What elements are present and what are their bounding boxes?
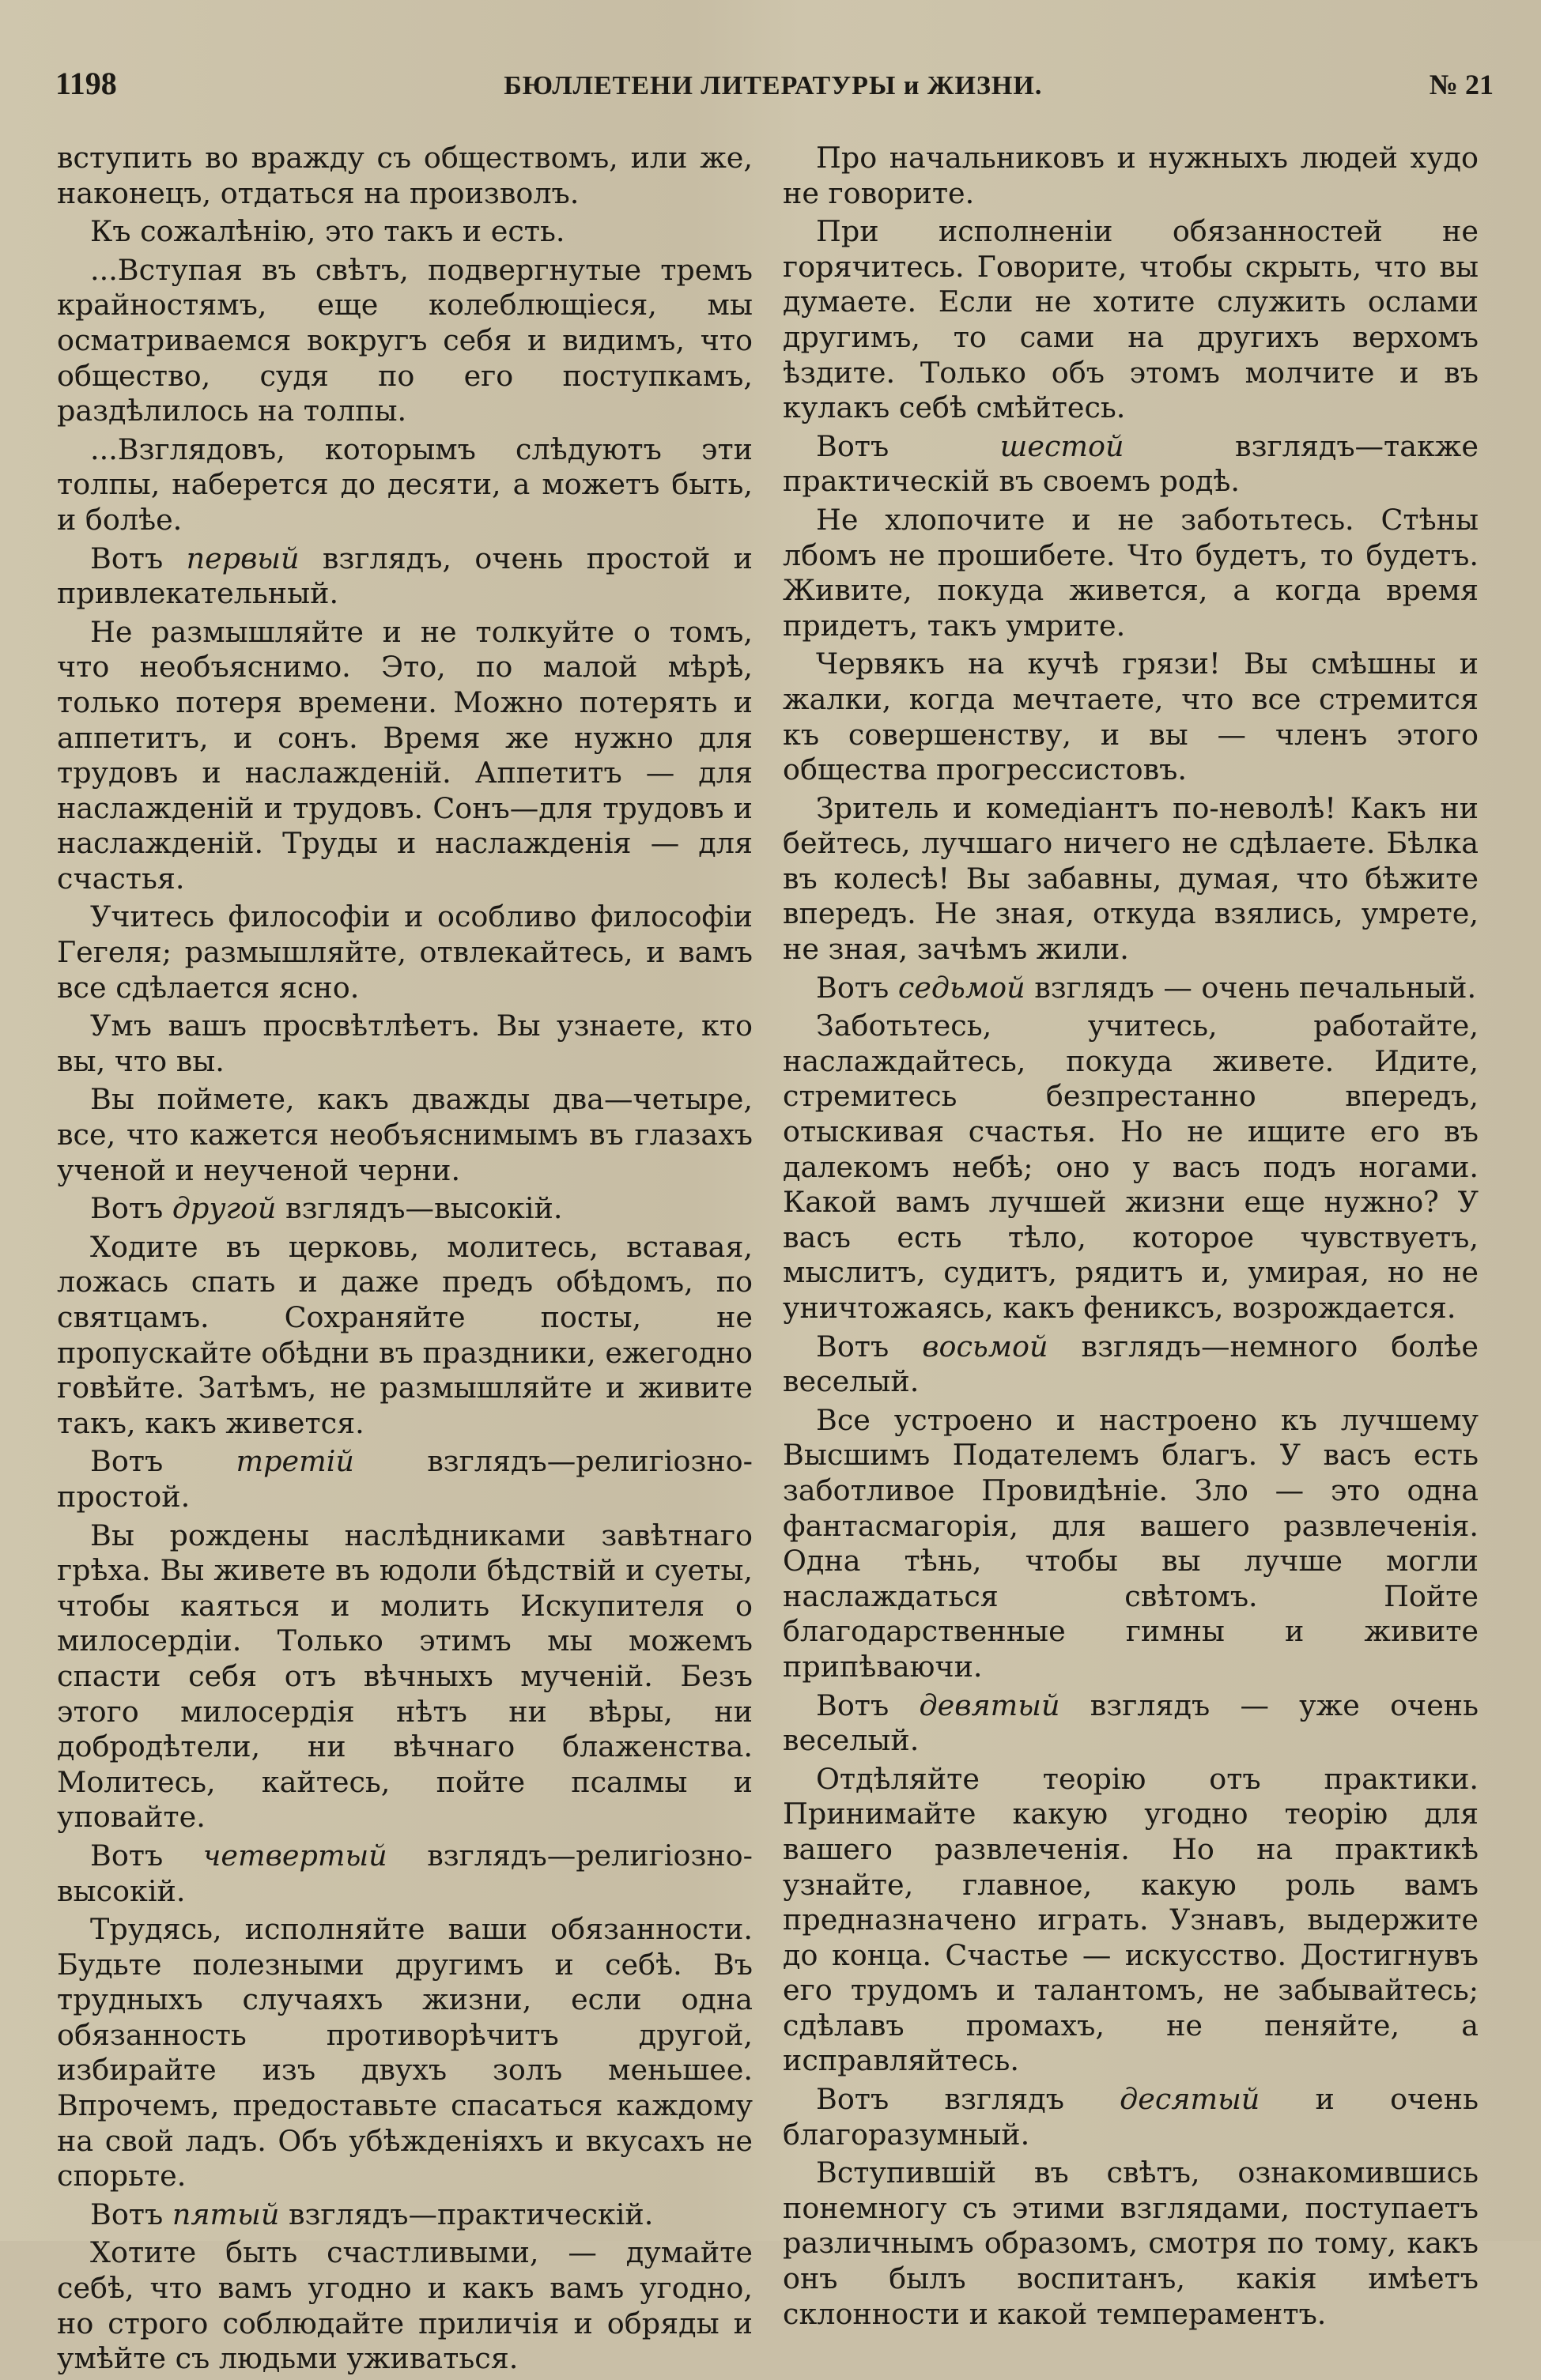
paragraph xyxy=(783,1330,1479,1400)
paragraph: Все устроено и настроено къ лучшему Высшимъ Подателемъ благъ. У васъ есть заботливое Провидѣніе. Зло — это одна фантасмагорія, для вашего развлеченія. Одна тѣнь, чтобы вы лучше могли наслаждаться свѣтомъ. Пойте благодарственные гимны и живите припѣваючи. xyxy=(783,1402,1479,1684)
paragraph-rest: и очень благоразумный. xyxy=(783,2082,1479,2152)
paragraph xyxy=(783,429,1479,500)
paragraph: Умъ вашъ просвѣтлѣетъ. Вы узнаете, кто вы, что вы. xyxy=(57,1009,753,1078)
paragraph: Къ сожалѣнію, это такъ и есть. xyxy=(90,214,565,249)
paragraph-lead: Вотъ xyxy=(90,1444,236,1479)
left-column xyxy=(57,141,753,2380)
paragraph-lead: Вотъ xyxy=(90,541,187,575)
paragraph-rest: взглядъ—практическій. xyxy=(279,2197,654,2231)
paragraph xyxy=(783,1688,1479,1759)
paragraph: Не хлопочите и не заботьтесь. Стѣны лбомъ не прошибете. Что будетъ, то будетъ. Живите, покуда живется, а когда время придетъ, такъ умрите. xyxy=(783,502,1479,643)
running-header xyxy=(55,65,1494,112)
paragraph-lead: Вотъ xyxy=(90,1191,172,1226)
ordinal-emphasis: десятый xyxy=(1120,2082,1260,2117)
paragraph-rest: взглядъ—немного болѣе веселый. xyxy=(783,1329,1479,1399)
ordinal-emphasis: другой xyxy=(172,1191,277,1226)
paragraph: Вступившій въ свѣтъ, ознакомившись понемногу съ этими взглядами, поступаетъ различнымъ образомъ, смотря по тому, какъ онъ былъ воспитанъ, какія имѣетъ склонности и какой темпераментъ. xyxy=(783,2156,1479,2331)
paragraph xyxy=(57,541,753,612)
paragraph-lead: Вотъ xyxy=(816,1688,920,1722)
page-number: 1198 xyxy=(55,66,117,101)
paragraph: Не размышляйте и не толкуйте о томъ, что необъяснимо. Это, по малой мѣрѣ, только потеря времени. Можно потерять и аппетитъ, и сонъ. Время же нужно для трудовъ и наслажденій. Аппетитъ — для наслажденій и трудовъ. Сонъ—для трудовъ и наслажденій. Труды и наслажденія — для счастья. xyxy=(57,614,753,896)
paragraph xyxy=(57,1444,753,1514)
paragraph-lead: Вотъ xyxy=(816,970,898,1005)
paragraph-lead: Вотъ xyxy=(816,1329,923,1364)
paragraph: Хотите быть счастливыми, — думайте себѣ, что вамъ угодно и какъ вамъ угодно, но строго соблюдайте приличія и обряды и умѣйте съ людьми уживаться. xyxy=(57,2235,753,2376)
ordinal-emphasis: девятый xyxy=(919,1688,1060,1722)
paragraph-lead: Вотъ xyxy=(90,1838,203,1873)
paragraph: ...Взглядовъ, которымъ слѣдуютъ эти толпы, наберется до десяти, а можетъ быть, и болѣе. xyxy=(57,432,753,537)
paragraph xyxy=(57,1191,753,1227)
ordinal-emphasis: четвертый xyxy=(202,1838,387,1873)
ordinal-emphasis: первый xyxy=(186,541,300,575)
journal-title: БЮЛЛЕТЕНИ ЛИТЕРАТУРЫ и ЖИЗНИ. xyxy=(504,71,1043,100)
paragraph: Заботьтесь, учитесь, работайте, наслаждайтесь, покуда живете. Идите, стремитесь безпрестанно впередъ, отыскивая счастья. Но не ищите его въ далекомъ небѣ; оно у васъ подъ ногами. Какой вамъ лучшей жизни еще нужно? У васъ есть тѣло, которое чувствуетъ, мыслитъ, судитъ, рядитъ и, умирая, но не уничтожаясь, какъ фениксъ, возрождается. xyxy=(783,1009,1479,1325)
paragraph xyxy=(57,2197,753,2233)
paragraph: вступить во вражду съ обществомъ, или же, наконецъ, отдаться на произволъ. xyxy=(57,141,753,210)
paragraph: Вы рождены наслѣдниками завѣтнаго грѣха. Вы живете въ юдоли бѣдствій и суеты, чтобы каяться и молить Искупителя о милосердіи. Только этимъ мы можемъ спасти себя отъ вѣчныхъ мученій. Безъ этого милосердія нѣтъ ни вѣры, ни добродѣтели, ни вѣчнаго блаженства. Молитесь, кайтесь, пойте псалмы и уповайте. xyxy=(57,1518,753,1835)
paragraph: Трудясь, исполняйте ваши обязанности. Будьте полезными другимъ и себѣ. Въ трудныхъ случаяхъ жизни, если одна обязанность противорѣчитъ другой, избирайте изъ двухъ золъ меньшее. Впрочемъ, предоставьте спасаться каждому на свой ладъ. Объ убѣжденіяхъ и вкусахъ не спорьте. xyxy=(57,1912,753,2193)
paragraph-rest: взглядъ—религіозно-простой. xyxy=(57,1444,753,1514)
paragraph: Зритель и комедіантъ по-неволѣ! Какъ ни бейтесь, лучшаго ничего не сдѣлаете. Бѣлка въ колесѣ! Вы забавны, думая, что бѣжите впередъ. Не зная, откуда взялись, умрете, не зная, зачѣмъ жили. xyxy=(783,790,1479,967)
paragraph: Учитесь философіи и особливо философіи Гегеля; размышляйте, отвлекайтесь, и вамъ все сдѣлается ясно. xyxy=(57,900,753,1005)
ordinal-emphasis: пятый xyxy=(172,2197,280,2231)
right-column xyxy=(783,141,1479,2335)
paragraph-rest: взглядъ — уже очень веселый. xyxy=(783,1688,1479,1758)
issue-number: № 21 xyxy=(1429,69,1494,100)
paragraph: Вы поймете, какъ дважды два—четыре, все, что кажется необъяснимымъ въ глазахъ ученой и неученой черни. xyxy=(57,1082,753,1187)
paragraph: Отдѣляйте теорію отъ практики. Принимайте какую угодно теорію для вашего развлеченія. Но на практикѣ узнайте, главное, какую роль вамъ предназначено играть. Узнавъ, выдержите до конца. Счастье — искусство. Достигнувъ его трудомъ и талантомъ, не забывайтесь; сдѣлавъ промахъ, не пеняйте, а исправляйтесь. xyxy=(783,1761,1479,2078)
paragraph: При исполненіи обязанностей не горячитесь. Говорите, чтобы скрыть, что вы думаете. Если не хотите служить ослами другимъ, то сами на другихъ верхомъ ѣздите. Только объ этомъ молчите и въ кулакъ себѣ смѣйтесь. xyxy=(783,214,1479,425)
paragraph-rest: взглядъ — очень печальный. xyxy=(1025,970,1477,1005)
paragraph: Про начальниковъ и нужныхъ людей худо не говорите. xyxy=(783,141,1479,210)
paragraph: Ходите въ церковь, молитесь, вставая, ложась спать и даже предъ обѣдомъ, по святцамъ. Сохраняйте посты, не пропускайте обѣдни въ праздники, ежегодно говѣйте. Затѣмъ, не размышляйте и живите такъ, какъ живется. xyxy=(57,1229,753,1440)
paragraph-lead: Вотъ взглядъ xyxy=(816,2082,1120,2117)
paragraph-rest: взглядъ, очень простой и привлекательный. xyxy=(57,541,753,611)
paragraph: Червякъ на кучѣ грязи! Вы смѣшны и жалки, когда мечтаете, что все стремится къ совершенству, и вы — членъ этого общества прогрессистовъ. xyxy=(783,647,1479,787)
paragraph-lead: Вотъ xyxy=(90,2197,172,2231)
paragraph: ...Вступая въ свѣтъ, подвергнутые тремъ крайностямъ, еще колеблющіеся, мы осматриваемся вокругъ себя и видимъ, что общество, судя по его поступкамъ, раздѣлилось на толпы. xyxy=(57,252,753,428)
paragraph-rest: взглядъ—также практическій въ своемъ родѣ. xyxy=(783,428,1479,499)
paragraph-rest: взглядъ—высокій. xyxy=(276,1191,563,1226)
paragraph-rest: взглядъ—религіозно-высокій. xyxy=(57,1838,753,1908)
ordinal-emphasis: седьмой xyxy=(897,970,1025,1005)
paragraph xyxy=(57,1839,753,1909)
ordinal-emphasis: третій xyxy=(236,1444,354,1479)
paragraph xyxy=(783,971,1479,1006)
ordinal-emphasis: восьмой xyxy=(922,1329,1048,1364)
ordinal-emphasis: шестой xyxy=(999,428,1124,463)
paragraph-lead: Вотъ xyxy=(816,428,1000,463)
paragraph xyxy=(783,2082,1479,2152)
